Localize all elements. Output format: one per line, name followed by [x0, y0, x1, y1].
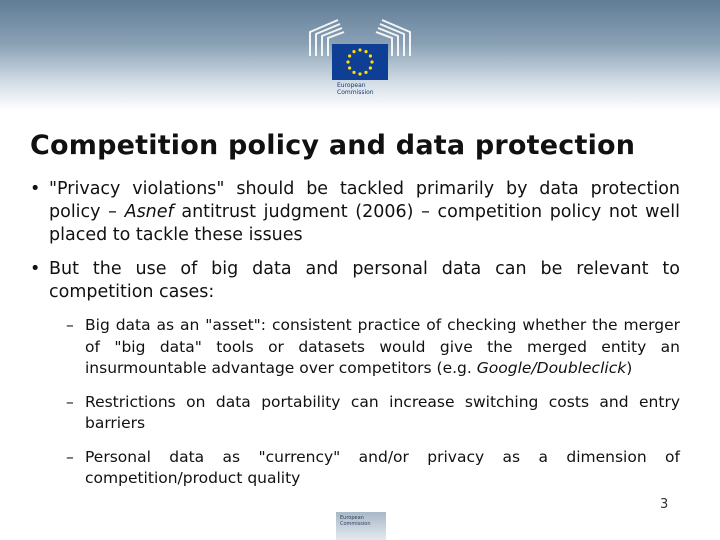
page-number: 3	[660, 497, 669, 512]
sub-bullet-data-portability: – Restrictions on data portability can increase switching costs and entry barriers	[66, 392, 680, 432]
slide-content	[30, 178, 680, 502]
footer-logo: European Commission	[336, 512, 386, 540]
bullet-big-data-relevance: • But the use of big data and personal data can be relevant to competition cases:	[30, 259, 680, 302]
bullet-marker: •	[30, 179, 41, 199]
case-name-google-doubleclick: Google/Doubleclick	[476, 359, 627, 377]
logo-text: European Commission	[337, 82, 374, 96]
case-name-asnef: Asnef	[124, 202, 174, 222]
dash-marker: –	[66, 392, 74, 411]
header-banner	[0, 0, 720, 110]
dash-marker: –	[66, 316, 74, 334]
bullet-privacy-violations: • "Privacy violations" should be tackled primarily by data protection policy – Asnef antitrust judgment (2006) – competition policy not well placed to tackle these issues	[30, 179, 680, 245]
slide-title: Competition policy and data protection	[30, 130, 636, 161]
sub-bullet-big-data-asset: – Big data as an "asset": consistent practice of checking whether the merger of "big data" tools or datasets would give the merged entity an insurmountable advantage over competitors (e.g. Google/Doubleclick)	[66, 316, 680, 377]
dash-marker: –	[66, 447, 74, 466]
bullet-marker: •	[30, 259, 41, 279]
sub-bullet-personal-data-currency: – Personal data as "currency" and/or privacy as a dimension of competition/product quality	[66, 447, 680, 487]
